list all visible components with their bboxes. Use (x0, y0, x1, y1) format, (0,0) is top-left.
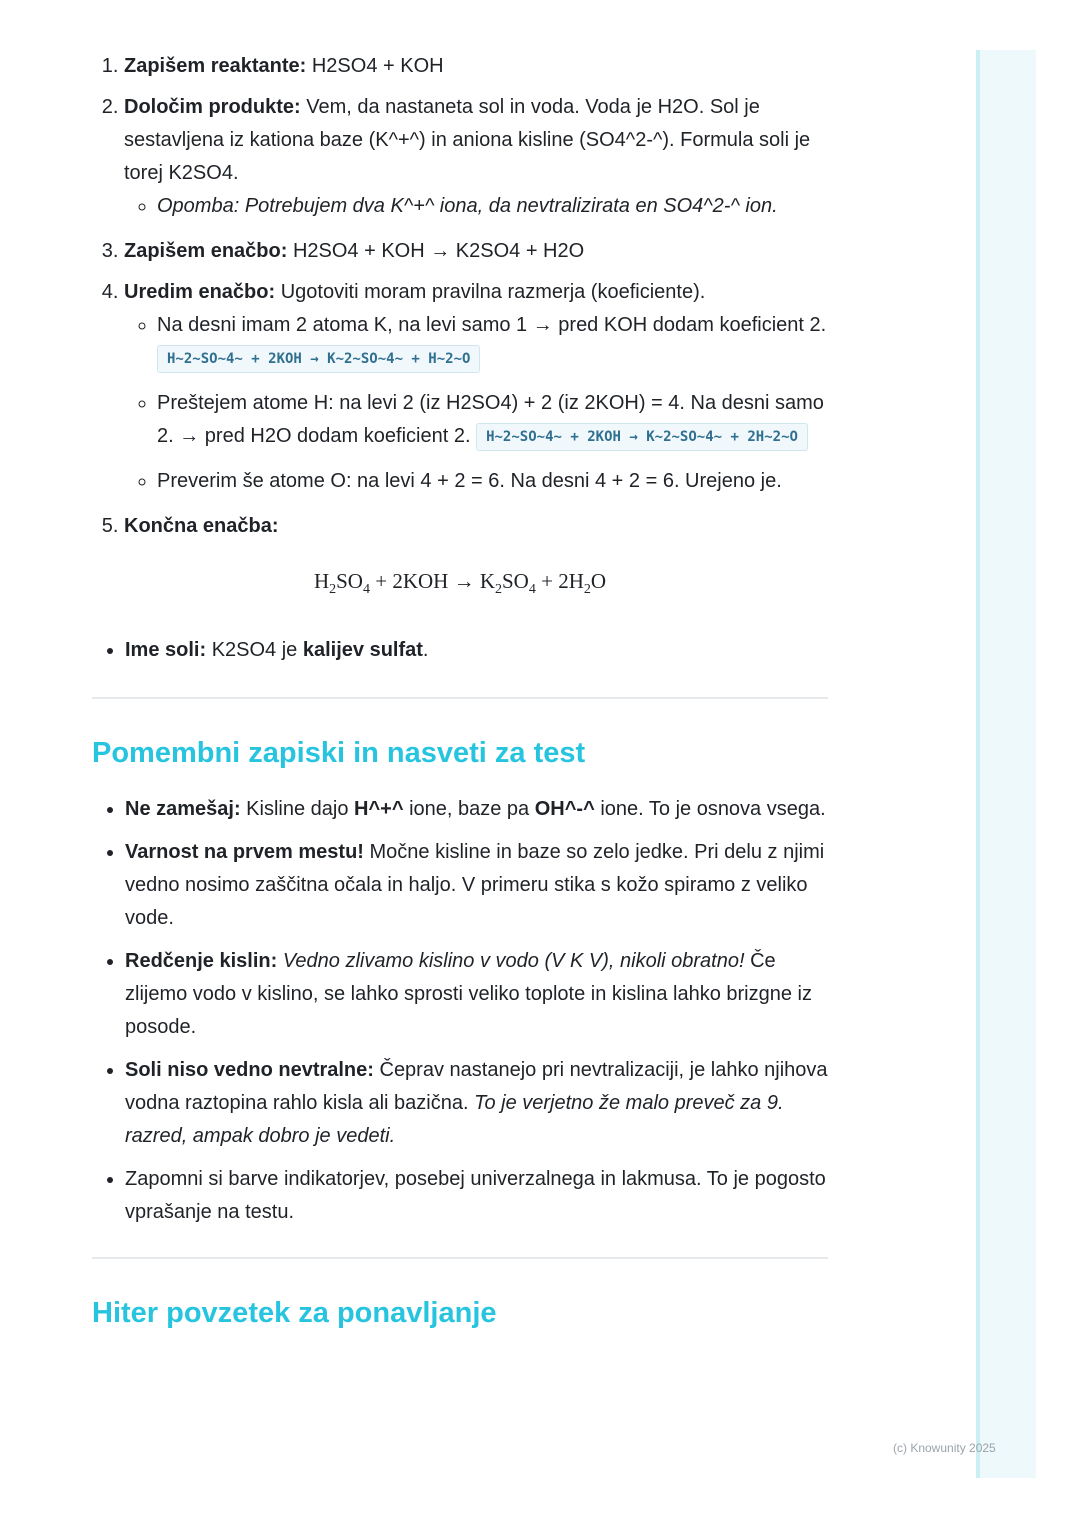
step-1: 1. Zapišem reaktante: H2SO4 + KOH (124, 50, 828, 83)
note-item: • Soli niso vedno nevtralne: Čeprav nastanejo pri nevtralizaciji, je lahko njihova vodna raztopina rahlo kisla ali bazična. To je verjetno že malo preveč za 9. razred, ampak dobro je vedeti. (125, 1054, 828, 1153)
sub-item: ◦ Preverim še atome O: na levi 4 + 2 = 6. Na desni 4 + 2 = 6. Urejeno je. (157, 465, 828, 498)
note-item: • Redčenje kislin: Vedno zlivamo kislino v vodo (V K V), nikoli obratno! Če zlijemo vodo v kislino, se lahko sprosti veliko toplote in kislina lahko brizgne iz posode. (125, 945, 828, 1044)
final-equation: $H_2SO_4 + 2KOH \to K_2SO_4 + 2H_2O$ (313, 569, 607, 598)
step-2: 2. Določim produkte: Vem, da nastaneta sol in voda. Voda je H2O. Sol je sestavljena iz kationa baze (K^+^) in aniona kisline (SO4^2-^). Formula soli je torej K2SO4. ◦ Opomba: Potrebujem dva K^+^ iona, da nevtralizirata en SO4^2-^ ion. (124, 91, 828, 223)
divider (92, 697, 828, 699)
notes-list (92, 793, 828, 1229)
step-2-notes (124, 190, 828, 223)
note-item: ◦ Opomba: Potrebujem dva K^+^ iona, da nevtralizirata en SO4^2-^ ion. (157, 190, 828, 223)
step-4: 4. Uredim enačbo: Ugotoviti moram pravilna razmerja (koeficiente). ◦ Na desni imam 2 atoma K, na levi samo 1 → pred KOH dodam koeficient 2. H~2~SO~4~ + 2KOH → K~2~SO~4~ + H~2~O ◦ Preštejem atome H: na levi 2 (iz H2SO4) + 2 (iz 2KOH) = 4. Na desni samo 2. → pred H2O dodam koeficient 2. H~2~SO~4~ + 2KOH → K~2~SO~4~ + 2H~2~O ◦ Preverim še atome O: na levi 4 + 2 = 6. Na desni 4 + 2 = 6. Urejeno je. (124, 276, 828, 498)
section-heading: Hiter povzetek za ponavljanje (92, 1297, 497, 1330)
salt-list (92, 634, 828, 667)
code-snippet: H~2~SO~4~ + 2KOH → K~2~SO~4~ + 2H~2~O (476, 423, 808, 451)
step-4-subitems (124, 309, 828, 498)
copyright-footer: (c) Knowunity 2025 (893, 1441, 996, 1455)
salt-item: • Ime soli: K2SO4 je kalijev sulfat. (125, 634, 828, 667)
note-item: • Zapomni si barve indikatorjev, posebej univerzalnega in lakmusa. To je pogosto vprašanje na testu. (125, 1163, 828, 1229)
step-5: 5. Končna enačba: (124, 510, 828, 543)
sub-item: ◦ Na desni imam 2 atoma K, na levi samo 1 → pred KOH dodam koeficient 2. H~2~SO~4~ + 2KOH → K~2~SO~4~ + H~2~O (157, 309, 828, 375)
note-item: • Ne zamešaj: Kisline dajo H^+^ ione, baze pa OH^-^ ione. To je osnova vsega. (125, 793, 828, 826)
side-panel (976, 50, 1036, 1478)
section-heading: Pomembni zapiski in nasveti za test (92, 737, 586, 770)
sub-item: ◦ Preštejem atome H: na levi 2 (iz H2SO4) + 2 (iz 2KOH) = 4. Na desni samo 2. → pred H2O dodam koeficient 2. H~2~SO~4~ + 2KOH → K~2~SO~4~ + 2H~2~O (157, 387, 828, 453)
code-snippet: H~2~SO~4~ + 2KOH → K~2~SO~4~ + H~2~O (157, 345, 480, 373)
step-3: 3. Zapišem enačbo: H2SO4 + KOH → K2SO4 + H2O (124, 235, 828, 268)
document-content (92, 50, 828, 1331)
steps-list (92, 50, 828, 543)
divider (92, 1257, 828, 1259)
note-item: • Varnost na prvem mestu! Močne kisline in baze so zelo jedke. Pri delu z njimi vedno nosimo zaščitna očala in haljo. V primeru stika s kožo spiramo z veliko vode. (125, 836, 828, 935)
